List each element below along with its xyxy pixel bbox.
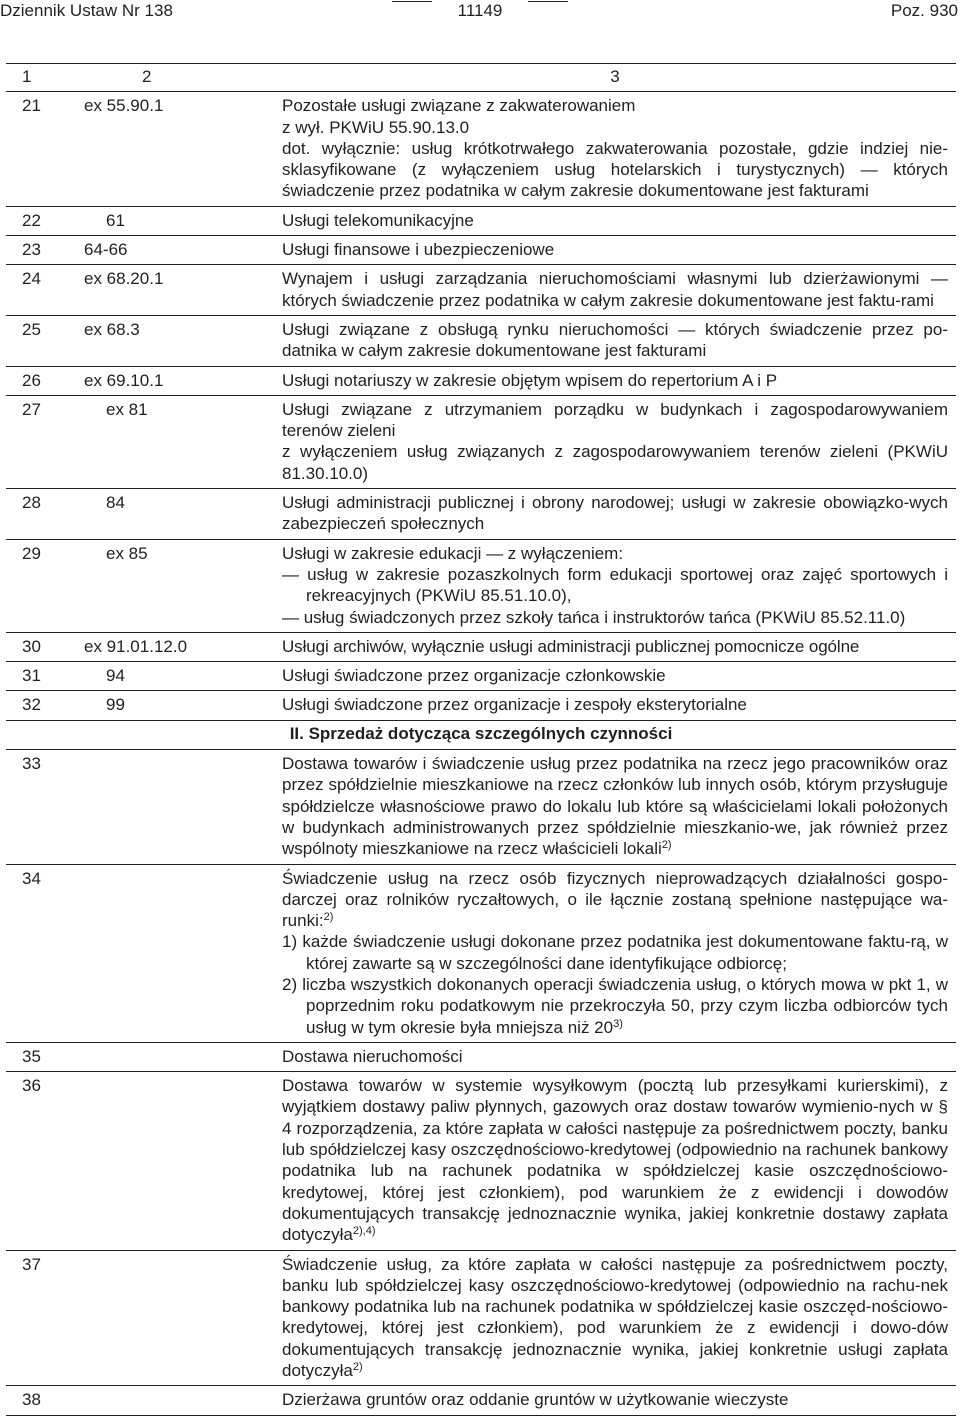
row-code: ex 81 (84, 395, 282, 488)
page-number: 11149 (457, 1, 503, 20)
footnote-ref: 3) (613, 1017, 623, 1030)
row-code: ex 68.3 (84, 315, 282, 366)
row-number: 25 (6, 315, 84, 366)
table-row (6, 395, 956, 488)
row-number: 21 (6, 92, 84, 206)
row-description: Usługi administracji publicznej i obrony narodowej; usługi w zakresie obowiązko-wych zabezpieczeń społecznych (282, 489, 956, 540)
row-number: 36 (6, 1072, 84, 1250)
table-row (6, 1072, 956, 1250)
section-heading: II. Sprzedaż dotycząca szczególnych czynności (6, 720, 956, 749)
row-description: Usługi świadczone przez organizacje i zespoły eksterytorialne (282, 691, 956, 720)
row-description: Usługi związane z obsługą rynku nieruchomości — których świadczenie przez po-datnika w całym zakresie dokumentowane jest fakturami (282, 315, 956, 366)
row-description: Usługi notariuszy w zakresie objętym wpisem do repertorium A i P (282, 366, 956, 395)
desc-text: 2) liczba wszystkich dokonanych operacji świadczenia usług, o których mowa w pkt 1, w poprzednim roku podatkowym nie przekroczyła 50, przy czym liczba odbiorców tych usług w tym okresie była mniejsza niż 20 (282, 974, 948, 1037)
row-code: 94 (84, 662, 282, 691)
row-number: 38 (6, 1386, 84, 1415)
table-row (6, 366, 956, 395)
row-code: ex 91.01.12.0 (84, 632, 282, 661)
row-number: 37 (6, 1250, 84, 1386)
table-row (6, 691, 956, 720)
table-row (6, 265, 956, 316)
row-description: Dostawa nieruchomości (282, 1042, 956, 1071)
row-number: 26 (6, 366, 84, 395)
row-number: 29 (6, 539, 84, 632)
desc-line: z wył. PKWiU 55.90.13.0 (282, 117, 470, 137)
row-description: Usługi finansowe i ubezpieczeniowe (282, 236, 956, 265)
page-header (0, 0, 960, 40)
row-number: 31 (6, 662, 84, 691)
exclusion-item: — usług świadczonych przez szkoły tańca i instruktorów tańca (PKWiU 85.52.11.0) (282, 607, 906, 627)
row-code: ex 55.90.1 (84, 92, 282, 206)
condition-item (282, 974, 948, 1038)
footnote-ref: 2) (323, 911, 334, 924)
table-row (6, 236, 956, 265)
col-header-2: 2 (84, 64, 282, 92)
footnote-ref: 2),4) (352, 1225, 376, 1238)
row-code-empty (84, 750, 282, 864)
row-description (282, 1250, 956, 1386)
footnote-ref: 2) (352, 1361, 363, 1374)
row-number: 27 (6, 395, 84, 488)
table-row (6, 315, 956, 366)
row-description: Usługi świadczone przez organizacje członkowskie (282, 662, 956, 691)
journal-title: Dziennik Ustaw Nr 138 (0, 1, 173, 20)
row-description: Dzierżawa gruntów oraz oddanie gruntów w użytkowanie wieczyste (282, 1386, 956, 1415)
row-number: 32 (6, 691, 84, 720)
row-code-empty (84, 1042, 282, 1071)
desc-text: Dostawa towarów i świadczenie usług przez podatnika na rzecz jego pracowników oraz przez spółdzielnie mieszkaniowe na rzecz członków lub innych osób, którym przysługuje spółdzielcze własnościowe prawo do lokalu lub które są właścicielami lokali położonych w budynkach administrowanych przez spółdzielnie mieszkanio-we, jak również przez wspólnoty mieszkaniowe na rzecz właścicieli lokali (282, 754, 948, 859)
row-number: 35 (6, 1042, 84, 1071)
desc-line: z wyłączeniem usług związanych z zagospodarowywaniem terenów zieleni (PKWiU 81.30.10.0) (282, 442, 948, 483)
desc-text: Dostawa towarów w systemie wysyłkowym (pocztą lub przesyłkami kurierskimi), z wyjątkiem dostawy paliw płynnych, gazowych oraz dostaw towarów wymienio-nych w § 4 rozporządzenia, za które zapłata w całości następuje za pośrednictwem poczty, banku lub spółdzielczej kasy oszczędnościowo-kredytowej (odpowiednio na rachunek bankowy podatnika lub na rachunek podatnika w spółdzielczej kasie oszczędnościowo-kredytowej, której jest członkiem), pod warunkiem że z ewidencji i dowodów dokumentujących transakcję jednoznacznie wynika, jakiej konkretnie dostawy zapłata dotyczyła (282, 1076, 948, 1245)
col-header-1: 1 (6, 64, 84, 92)
row-description: Usługi telekomunikacyjne (282, 206, 956, 235)
table-row (6, 632, 956, 661)
row-description (282, 750, 956, 864)
row-number: 30 (6, 632, 84, 661)
condition-item: 1) każde świadczenie usługi dokonane przez podatnika jest dokumentowane faktu-rą, w której zawarte są w szczególności dane identyfikujące odbiorcę; (282, 932, 948, 973)
row-number: 24 (6, 265, 84, 316)
desc-line: Usługi związane z utrzymaniem porządku w budynkach i zagospodarowywaniem terenów zieleni (282, 399, 948, 441)
row-code: ex 85 (84, 539, 282, 632)
header-rule-right (528, 1, 568, 2)
row-code: 64-66 (84, 236, 282, 265)
table-row (6, 489, 956, 540)
col-header-3: 3 (282, 64, 956, 92)
services-table (6, 63, 956, 1416)
row-code-empty (84, 1386, 282, 1415)
row-description (282, 864, 956, 1042)
table-row (6, 750, 956, 864)
row-description (282, 1072, 956, 1250)
table-row (6, 1386, 956, 1415)
row-description: Usługi archiwów, wyłącznie usługi administracji publicznej pomocnicze ogólne (282, 632, 956, 661)
desc-text: Świadczenie usług, za które zapłata w całości następuje za pośrednictwem poczty, banku lub spółdzielczej kasy oszczędnościowo-kredytowej (odpowiednio na rachu-nek bankowy podatnika lub na rachunek podatnika w spółdzielczej kasie oszczęd-nościowo-kredytowej, której jest członkiem), pod warunkiem że z ewidencji i dowo-dów dokumentujących transakcję jednoznacznie wynika, jakiej konkretnie usługi zapłata dotyczyła (282, 1254, 948, 1381)
exclusion-item: — usług w zakresie pozaszkolnych form edukacji sportowej oraz zajęć sportowych i rekreacyjnych (PKWiU 85.51.10.0), (282, 564, 948, 606)
table-row (6, 1250, 956, 1386)
desc-line: Pozostałe usługi związane z zakwaterowaniem (282, 96, 636, 116)
row-description (282, 92, 956, 206)
row-number: 33 (6, 750, 84, 864)
desc-line: dot. wyłącznie: usług krótkotrwałego zakwaterowania pozostałe, gdzie indziej nie-sklasyfikowane (z wyłączeniem usług hotelarskich i turystycznych) — których świadczenie przez podatnika w całym zakresie dokumentowane jest fakturami (282, 138, 948, 201)
desc-line: Usługi w zakresie edukacji — z wyłączeniem: (282, 543, 624, 563)
table-row (6, 92, 956, 206)
row-number: 28 (6, 489, 84, 540)
row-number: 34 (6, 864, 84, 1042)
row-description (282, 395, 956, 488)
row-code-empty (84, 864, 282, 1042)
table-row (6, 662, 956, 691)
table-header-row (6, 64, 956, 92)
row-number: 23 (6, 236, 84, 265)
row-description (282, 539, 956, 632)
table-row (6, 539, 956, 632)
table-row (6, 206, 956, 235)
desc-intro (282, 868, 948, 932)
row-code-empty (84, 1072, 282, 1250)
desc-text: Świadczenie usług na rzecz osób fizycznych nieprowadzących działalności gospo-darczej oraz rolników ryczałtowych, o ile łącznie zostaną spełnione następujące wa-runki: (282, 868, 948, 931)
section-heading-row (6, 720, 956, 749)
footnote-ref: 2) (661, 839, 672, 852)
row-number: 22 (6, 206, 84, 235)
row-code: 61 (84, 206, 282, 235)
table-row (6, 1042, 956, 1071)
row-code-empty (84, 1250, 282, 1386)
row-code: ex 68.20.1 (84, 265, 282, 316)
row-description: Wynajem i usługi zarządzania nieruchomościami własnymi lub dzierżawionymi — których świadczenie przez podatnika w całym zakresie dokumentowane jest faktu-rami (282, 265, 956, 316)
row-code: ex 69.10.1 (84, 366, 282, 395)
table-row (6, 864, 956, 1042)
row-code: 99 (84, 691, 282, 720)
row-code: 84 (84, 489, 282, 540)
position-number: Poz. 930 (890, 1, 958, 20)
